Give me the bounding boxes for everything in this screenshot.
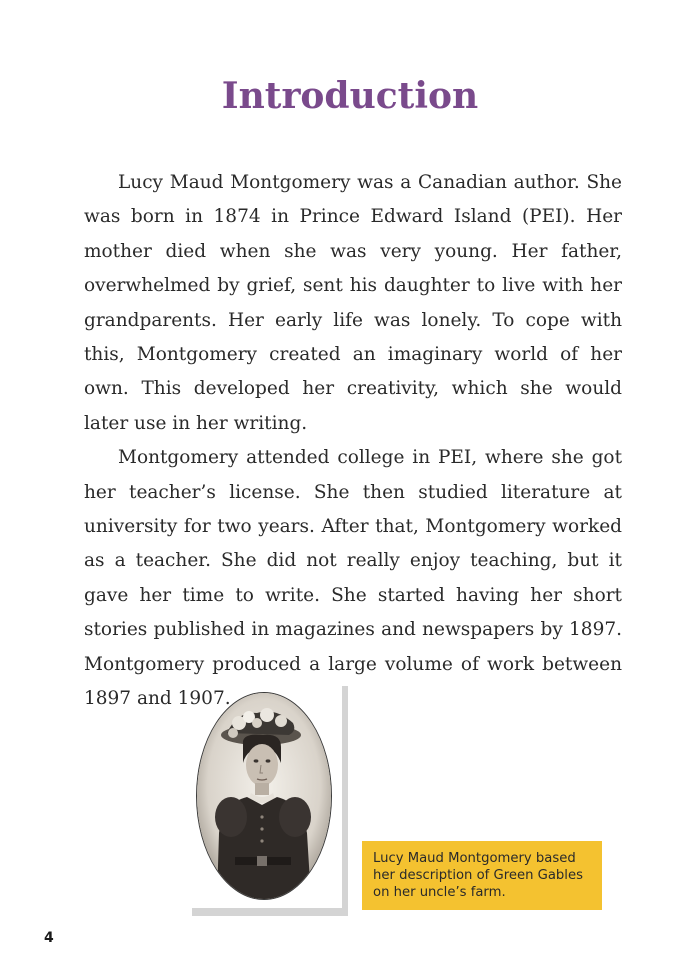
portrait-photo-frame — [192, 686, 348, 916]
frame-shadow-right — [342, 686, 348, 916]
portrait-photo — [196, 692, 332, 900]
page-number: 4 — [44, 930, 54, 946]
portrait-illustration — [197, 693, 331, 899]
paragraph-1: Lucy Maud Montgomery was a Canadian author. She was born in 1874 in Prince Edward Island (PEI). Her mother died when she was very young. Her father, overwhelmed by grief, sent his daughter to live with her grandparents. Her early life was lonely. To cope with this, Montgomery created an imaginary world of her own. This developed her creativity, which she would later use in her writing. — [84, 172, 622, 434]
page-title: Introduction — [221, 75, 479, 117]
paragraph-2: Montgomery attended college in PEI, where she got her teacher’s license. She then studied literature at university for two years. After that, Montgomery worked as a teacher. She did not really enjoy teaching, but it gave her time to write. She started having her short stories published in magazines and newspapers by 1897. Montgomery produced a large volume of work between 1897 and 1907. — [84, 447, 622, 710]
photo-caption: Lucy Maud Montgomery based her description of Green Gables on her uncle’s farm. — [362, 841, 602, 910]
frame-shadow-bottom — [192, 908, 348, 916]
body-text — [84, 166, 622, 717]
